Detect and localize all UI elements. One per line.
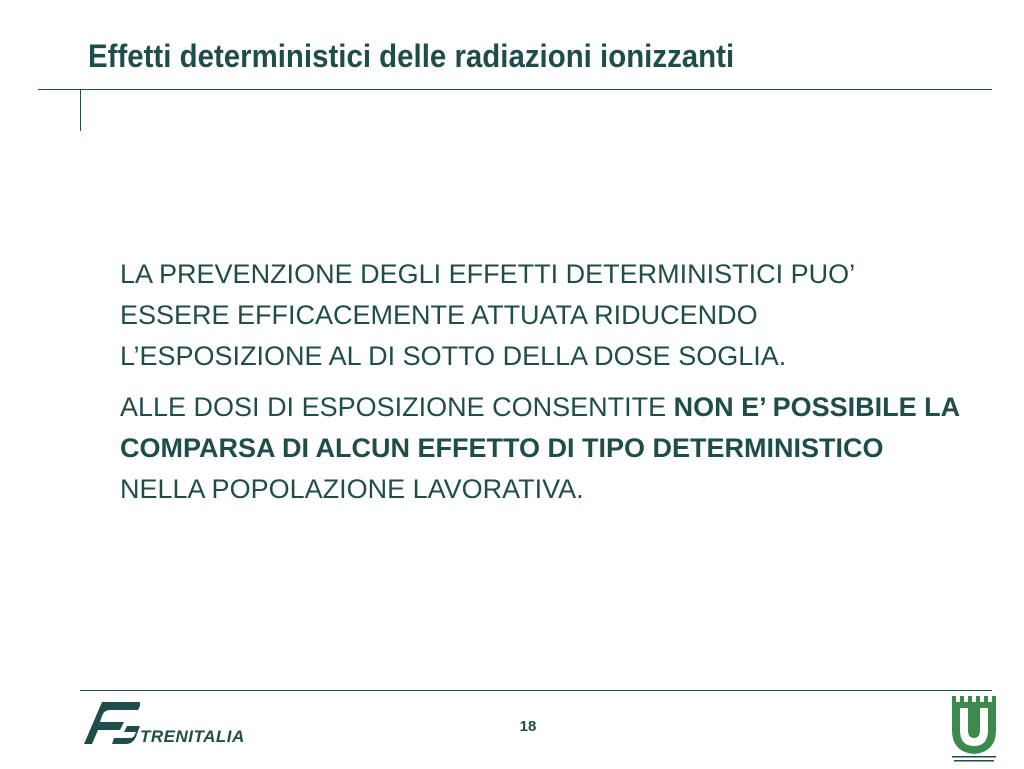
fs-logo-icon <box>84 698 140 748</box>
page-number: 18 <box>519 718 537 735</box>
tor-vergata-crest-icon <box>948 694 998 764</box>
paragraph-doses-intro: ALLE DOSI DI ESPOSIZIONE CONSENTITE <box>120 392 674 422</box>
tor-vergata-logo <box>948 694 998 764</box>
paragraph-doses-emphasis: NON E’ POSSIBILE LA COMPARSA DI ALCUN EFFETTO DI TIPO DETERMINISTICO <box>120 392 960 463</box>
trenitalia-wordmark: TRENITALIA <box>140 727 245 746</box>
paragraph-doses-end: NELLA POPOLAZIONE LAVORATIVA. <box>120 474 584 504</box>
paragraph-doses <box>120 387 960 510</box>
paragraph-prevention: LA PREVENZIONE DEGLI EFFETTI DETERMINISTICI PUO’ ESSERE EFFICACEMENTE ATTUATA RIDUCENDO L’ESPOSIZIONE AL DI SOTTO DELLA DOSE SOGLIA. <box>120 259 855 371</box>
trenitalia-logo <box>84 698 264 750</box>
title-accent-line <box>80 89 81 131</box>
slide-title: Effetti deterministici delle radiazioni ionizzanti <box>88 38 735 74</box>
footer-divider <box>80 690 992 691</box>
slide-body <box>120 254 960 520</box>
title-divider <box>38 89 992 90</box>
